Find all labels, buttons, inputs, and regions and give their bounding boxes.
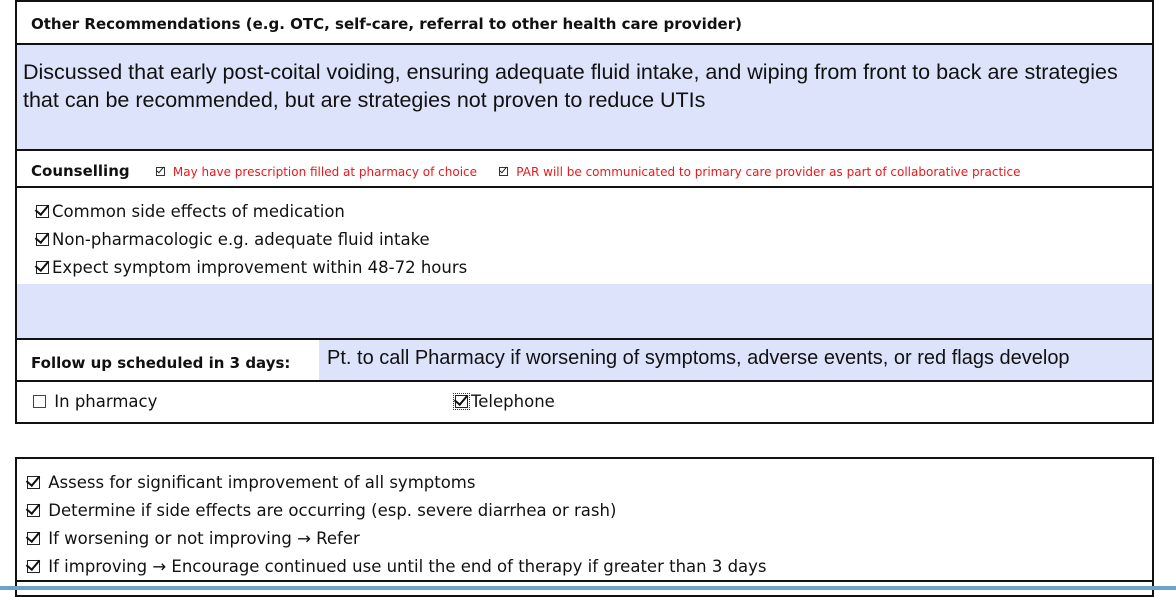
assessment-item-label: Determine if side effects are occurring (esp. severe diarrhea or rash) [48,501,617,520]
counselling-item-label: Expect symptom improvement within 48-72 hours [52,258,468,277]
other-recommendations-title: Other Recommendations (e.g. OTC, self-care, referral to other health care provider) [31,15,742,33]
divider [17,580,1152,582]
follow-up-option-in-pharmacy[interactable] [33,392,157,411]
footer-accent-line [0,586,1176,590]
counselling-item-label: Common side effects of medication [52,202,345,221]
divider [17,380,1152,382]
list-item [24,469,767,497]
counselling-note-2: PAR will be communicated to primary care provider as part of collaborative practice [516,165,1021,179]
telephone-checkbox[interactable] [455,395,468,408]
divider [17,149,1152,151]
telephone-label: Telephone [471,392,555,411]
counselling-item-checkbox[interactable] [36,233,49,246]
list-item [33,254,467,282]
list-item [24,553,767,581]
counselling-note-checkbox-2[interactable] [499,167,508,176]
counselling-note-1: May have prescription filled at pharmacy of choice [172,165,478,179]
list-item [33,226,467,254]
in-pharmacy-label: In pharmacy [54,392,158,411]
pharmacy-form-section [15,0,1154,424]
counselling-notes-field[interactable] [17,284,1152,338]
top-border [17,0,1152,2]
follow-up-text: Pt. to call Pharmacy if worsening of symptoms, adverse events, or red flags develop [327,347,1070,369]
assessment-item-label: If worsening or not improving → Refer [48,529,360,548]
assessment-item-checkbox[interactable] [27,532,40,545]
other-recommendations-text: Discussed that early post-coital voiding, ensuring adequate fluid intake, and wiping from front to back are strategies that can be recommended, but are strategies not proven to reduce UTIs [23,60,1118,112]
assessment-item-label: Assess for significant improvement of all symptoms [48,473,476,492]
assessment-item-checkbox[interactable] [27,560,40,573]
other-recommendations-field[interactable] [17,45,1152,149]
other-recommendations-heading [31,14,742,33]
counselling-item-checkbox[interactable] [36,205,49,218]
counselling-item-checkbox[interactable] [36,261,49,274]
counselling-list [33,198,467,282]
list-item [24,497,767,525]
in-pharmacy-checkbox[interactable] [33,395,46,408]
follow-up-field[interactable] [319,340,1152,380]
counselling-note-checkbox-1[interactable] [156,167,165,176]
assessment-item-checkbox[interactable] [27,504,40,517]
follow-up-label: Follow up scheduled in 3 days: [31,354,291,372]
counselling-title: Counselling [31,162,130,180]
assessment-section [15,457,1154,597]
assessment-list [24,469,767,581]
counselling-heading-row [31,161,1020,180]
list-item [33,198,467,226]
assessment-item-label: If improving → Encourage continued use until the end of therapy if greater than 3 days [48,557,767,576]
counselling-item-label: Non-pharmacologic e.g. adequate fluid intake [52,230,430,249]
follow-up-label-row [31,347,290,379]
follow-up-option-telephone[interactable] [455,392,555,411]
divider [17,186,1152,188]
assessment-item-checkbox[interactable] [27,476,40,489]
list-item [24,525,767,553]
